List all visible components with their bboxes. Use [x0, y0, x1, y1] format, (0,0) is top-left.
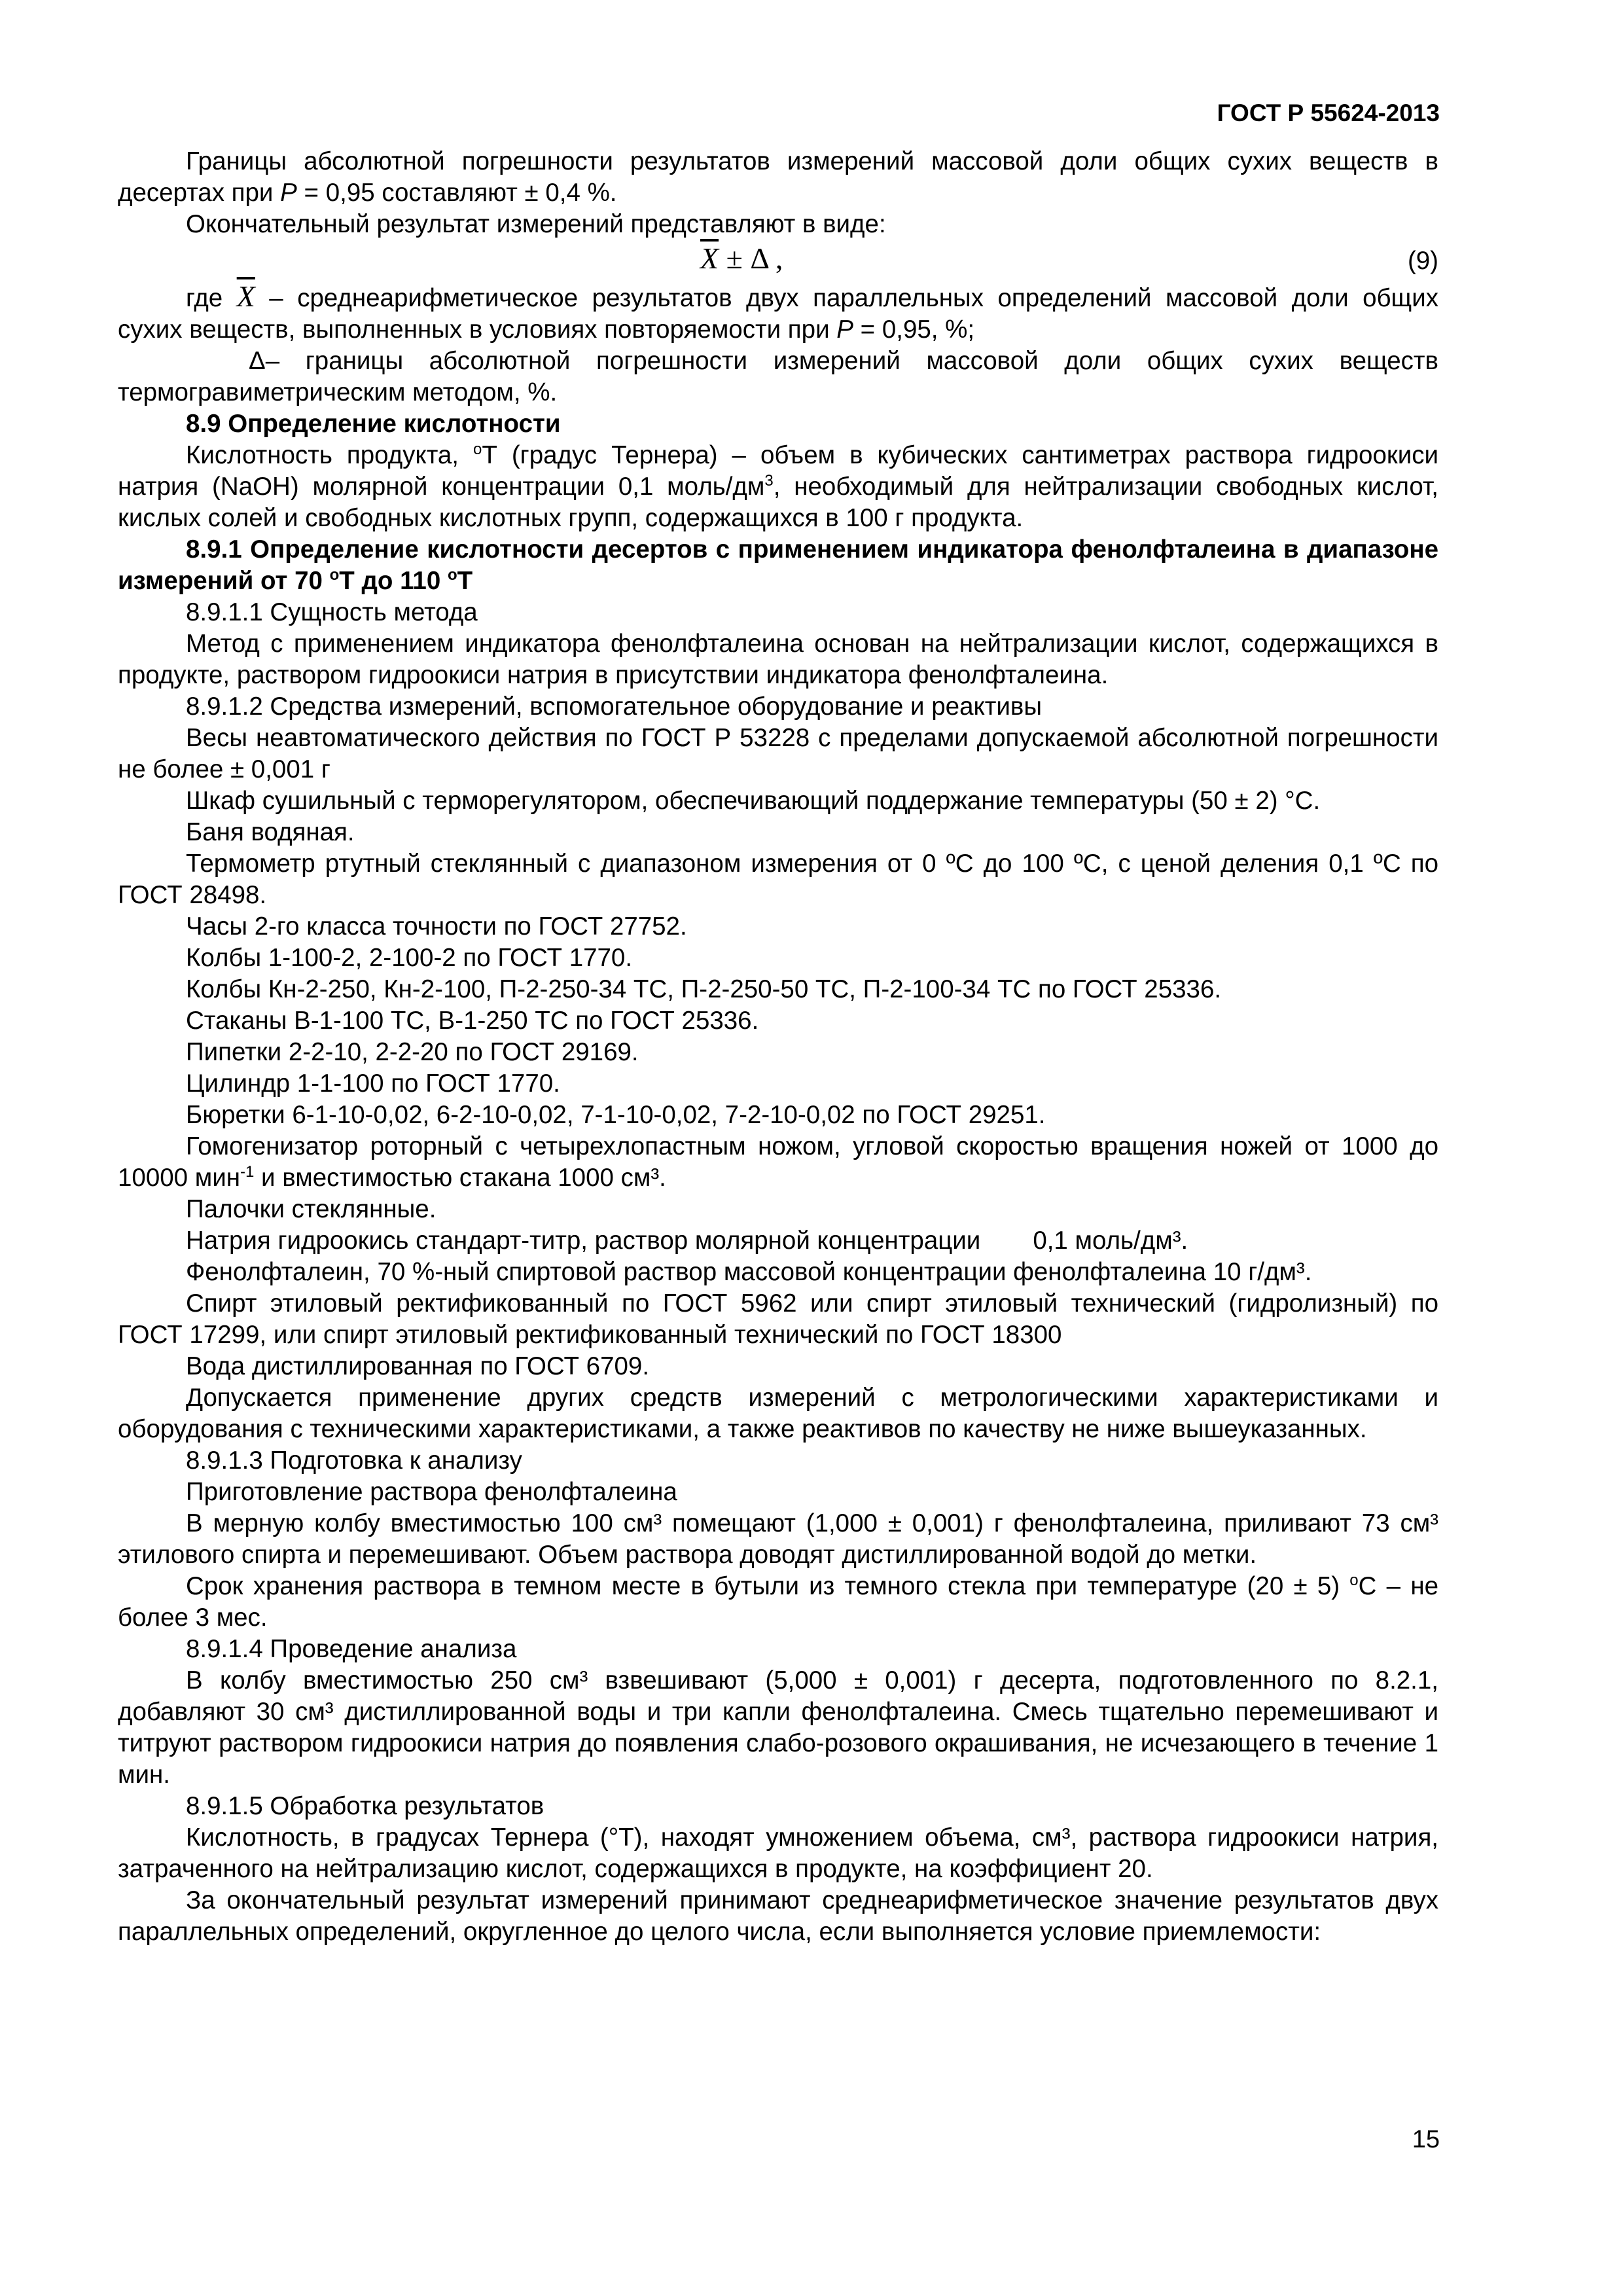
heading-8-9-1-5: 8.9.1.5 Обработка результатов — [186, 1792, 544, 1820]
list-item-ethanol: Спирт этиловый ректификованный по ГОСТ 5962 или спирт этиловый технический (гидролизный) по ГОСТ 17299, или спирт этиловый ректификованный технический по ГОСТ 18300 — [118, 1289, 1438, 1349]
paragraph-storage: Срок хранения раствора в темном месте в бутыли из темного стекла при температуре (20 ± 5) $^о$С – не более 3 мес. — [118, 1571, 1438, 1632]
list-item-glass-rods: Палочки стеклянные. — [186, 1195, 437, 1223]
paragraph-allowed-substitutes: Допускается применение других средств измерений с метрологическими характеристиками и оборудования с техническими характеристиками, а также реактивов по качеству не ниже вышеуказанных. — [118, 1384, 1438, 1443]
paragraph-method: Метод с применением индикатора фенолфталеина основан на нейтрализации кислот, содержащихся в продукте, раствором гидроокиси натрия в присутствии индикатора фенолфталеина. — [118, 630, 1438, 689]
list-item-water-bath: Баня водяная. — [186, 818, 355, 846]
document-header: ГОСТ Р 55624-2013 — [1217, 99, 1440, 126]
list-item-beakers: Стаканы В-1-100 ТС, В-1-250 ТС по ГОСТ 25336. — [186, 1007, 759, 1035]
list-item-distilled-water: Вода дистиллированная по ГОСТ 6709. — [186, 1352, 650, 1380]
formula-number: (9) — [1407, 247, 1438, 275]
page-number: 15 — [1412, 2126, 1440, 2153]
heading-8-9-1-2: 8.9.1.2 Средства измерений, вспомогательное оборудование и реактивы — [186, 692, 1043, 721]
list-item-pipettes: Пипетки 2-2-10, 2-2-20 по ГОСТ 29169. — [186, 1038, 639, 1066]
paragraph-where: где $\overline{X}$ – среднеарифметическое результатов двух параллельных определений массовой доли общих сухих веществ, выполненных в условиях повторяемости при P = 0,95, %; — [118, 279, 1438, 344]
paragraph-error-bounds: Границы абсолютной погрешности результатов измерений массовой доли общих сухих веществ в десертах при P = 0,95 составляют ± 0,4 %. — [118, 147, 1438, 207]
paragraph-final-result: За окончательный результат измерений принимают среднеарифметическое значение результатов двух параллельных определений, округленное до целого числа, если выполняется условие приемлемости: — [118, 1886, 1438, 1946]
paragraph-final-result-intro: Окончательный результат измерений представляют в виде: — [186, 210, 886, 238]
paragraph-prep: В мерную колбу вместимостью 100 см³ помещают (1,000 ± 0,001) г фенолфталеина, приливают 73 см³ этилового спирта и перемешивают. Объем раствора доводят дистиллированной водой до метки. — [118, 1509, 1438, 1569]
paragraph-analysis: В колбу вместимостью 250 см³ взвешивают (5,000 ± 0,001) г десерта, подготовленного по 8.2.1, добавляют 30 см³ дистиллированной воды и три капли фенолфталеина. Смесь тщательно перемешивают и титруют раствором гидроокиси натрия до появления слабо-розового окрашивания, не исчезающего в течение 1 мин. — [118, 1666, 1438, 1789]
formula-expression: $\overline{X} \pm \Delta$ , — [700, 242, 783, 275]
list-item-naoh: Натрия гидроокись стандарт-титр, раствор молярной концентрации 0,1 моль/дм³. — [186, 1227, 1188, 1255]
document-body — [118, 146, 1438, 1948]
list-item-homogenizer: Гомогенизатор роторный с четырехлопастным ножом, угловой скоростью вращения ножей от 1000 до 10000 мин$^{-1}$ и вместимостью стакана 1000 см³. — [118, 1132, 1438, 1192]
formula-9 — [118, 240, 1438, 281]
heading-8-9-1: 8.9.1 Определение кислотности десертов с применением индикатора фенолфталеина в диапазоне измерений от 70 $^о$Т до 110 $^о$Т — [118, 535, 1438, 595]
heading-8-9: 8.9 Определение кислотности — [186, 410, 561, 438]
list-item-flasks-1: Колбы 1-100-2, 2-100-2 по ГОСТ 1770. — [186, 944, 633, 972]
list-item-burettes: Бюретки 6-1-10-0,02, 6-2-10-0,02, 7-1-10-0,02, 7-2-10-0,02 по ГОСТ 29251. — [186, 1101, 1046, 1129]
list-item-clock: Часы 2-го класса точности по ГОСТ 27752. — [186, 912, 687, 941]
paragraph-prep-title: Приготовление раствора фенолфталеина — [186, 1478, 677, 1506]
heading-8-9-1-4: 8.9.1.4 Проведение анализа — [186, 1635, 517, 1663]
paragraph-calculation: Кислотность, в градусах Тернера (°Т), находят умножением объема, см³, раствора гидроокиси натрия, затраченного на нейтрализацию кислот, содержащихся в продукте, на коэффициент 20. — [118, 1823, 1438, 1883]
list-item-cylinder: Цилиндр 1-1-100 по ГОСТ 1770. — [186, 1069, 560, 1098]
heading-8-9-1-1: 8.9.1.1 Сущность метода — [186, 598, 478, 626]
list-item-phenolphthalein: Фенолфталеин, 70 %-ный спиртовой раствор массовой концентрации фенолфталеина 10 г/дм³. — [186, 1258, 1312, 1286]
heading-8-9-1-3: 8.9.1.3 Подготовка к анализу — [186, 1446, 522, 1475]
list-item-flasks-2: Колбы Кн-2-250, Кн-2-100, П-2-250-34 ТС, П-2-250-50 ТС, П-2-100-34 ТС по ГОСТ 25336. — [186, 975, 1222, 1003]
list-item-thermometer: Термометр ртутный стеклянный с диапазоном измерения от 0 ºС до 100 ºС, с ценой деления 0,1 ºС по ГОСТ 28498. — [118, 850, 1438, 909]
list-item-scales: Весы неавтоматического действия по ГОСТ Р 53228 с пределами допускаемой абсолютной погрешности не более ± 0,001 г — [118, 724, 1438, 783]
paragraph-delta: Δ– границы абсолютной погрешности измерений массовой доли общих сухих веществ термогравиметрическим методом, %. — [118, 347, 1438, 406]
list-item-oven: Шкаф сушильный с терморегулятором, обеспечивающий поддержание температуры (50 ± 2) °С. — [186, 787, 1321, 815]
paragraph-acidity-definition: Кислотность продукта, $^о$Т (градус Тернера) – объем в кубических сантиметрах раствора гидроокиси натрия (NaOH) молярной концентрации 0,1 моль/$дм^3$, необходимый для нейтрализации свободных кислот, кислых солей и свободных кислотных групп, содержащихся в 100 г продукта. — [118, 440, 1438, 532]
